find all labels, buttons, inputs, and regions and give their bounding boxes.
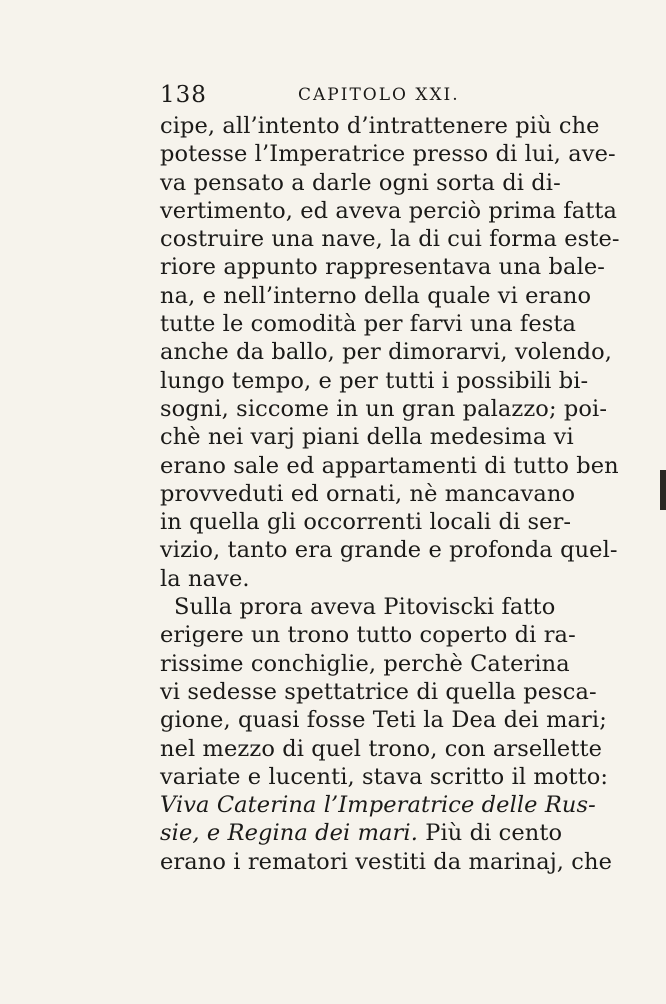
text-line: variate e lucenti, stava scritto il motto:	[160, 763, 609, 790]
page-edge-mark	[660, 470, 666, 510]
text-line: chè nei varj piani della medesima vi	[160, 424, 574, 451]
text-line: in quella gli occorrenti locali di ser-	[160, 509, 572, 536]
text-line: riore appunto rappresentava una bale-	[160, 254, 605, 281]
text-line: anche da ballo, per dimorarvi, volendo,	[160, 339, 612, 366]
text-line: rissime conchiglie, perchè Caterina	[160, 650, 570, 677]
text-line: sogni, siccome in un gran palazzo; poi-	[160, 395, 608, 422]
text-line: va pensato a darle ogni sorta di di-	[160, 169, 561, 196]
paragraph-start-line: Sulla prora aveva Pitoviscki fatto	[174, 594, 556, 621]
text-line: gione, quasi fosse Teti la Dea dei mari;	[160, 707, 607, 734]
text-line: costruire una nave, la di cui forma este-	[160, 226, 620, 253]
text-line: cipe, all’intento d’intrattenere più che	[160, 113, 600, 139]
text-line: vizio, tanto era grande e profonda quel-	[160, 537, 618, 564]
body-text	[160, 112, 620, 876]
italic-motto-end: sie, e Regina dei mari.	[160, 820, 418, 847]
text-line: lungo tempo, e per tutti i possibili bi-	[160, 367, 589, 394]
text-line: nel mezzo di quel trono, con arsellette	[160, 735, 603, 762]
page-header	[160, 82, 580, 112]
running-head: CAPITOLO XXI.	[298, 85, 460, 105]
text-line: vi sedesse spettatrice di quella pesca-	[160, 678, 597, 705]
text-line: tutte le comodità per farvi una festa	[160, 311, 577, 338]
text-line: provveduti ed ornati, nè mancavano	[160, 480, 576, 507]
text-line: la nave.	[160, 565, 250, 592]
text-line: vertimento, ed aveva perciò prima fatta	[160, 197, 618, 224]
page-number: 138	[160, 82, 207, 108]
mixed-motto-line	[160, 819, 590, 847]
roman-continuation: Più di cento	[417, 820, 563, 847]
text-line: potesse l’Imperatrice presso di lui, ave-	[160, 141, 616, 168]
italic-motto-line	[160, 791, 596, 819]
text-line: erano i rematori vestiti da marinaj, che	[160, 848, 613, 875]
italic-motto-text: Viva Caterina l’Imperatrice delle Rus-	[160, 792, 596, 819]
text-line: na, e nell’interno della quale vi erano	[160, 282, 592, 309]
text-line: erigere un trono tutto coperto di ra-	[160, 622, 576, 649]
text-line: erano sale ed appartamenti di tutto ben	[160, 452, 619, 479]
